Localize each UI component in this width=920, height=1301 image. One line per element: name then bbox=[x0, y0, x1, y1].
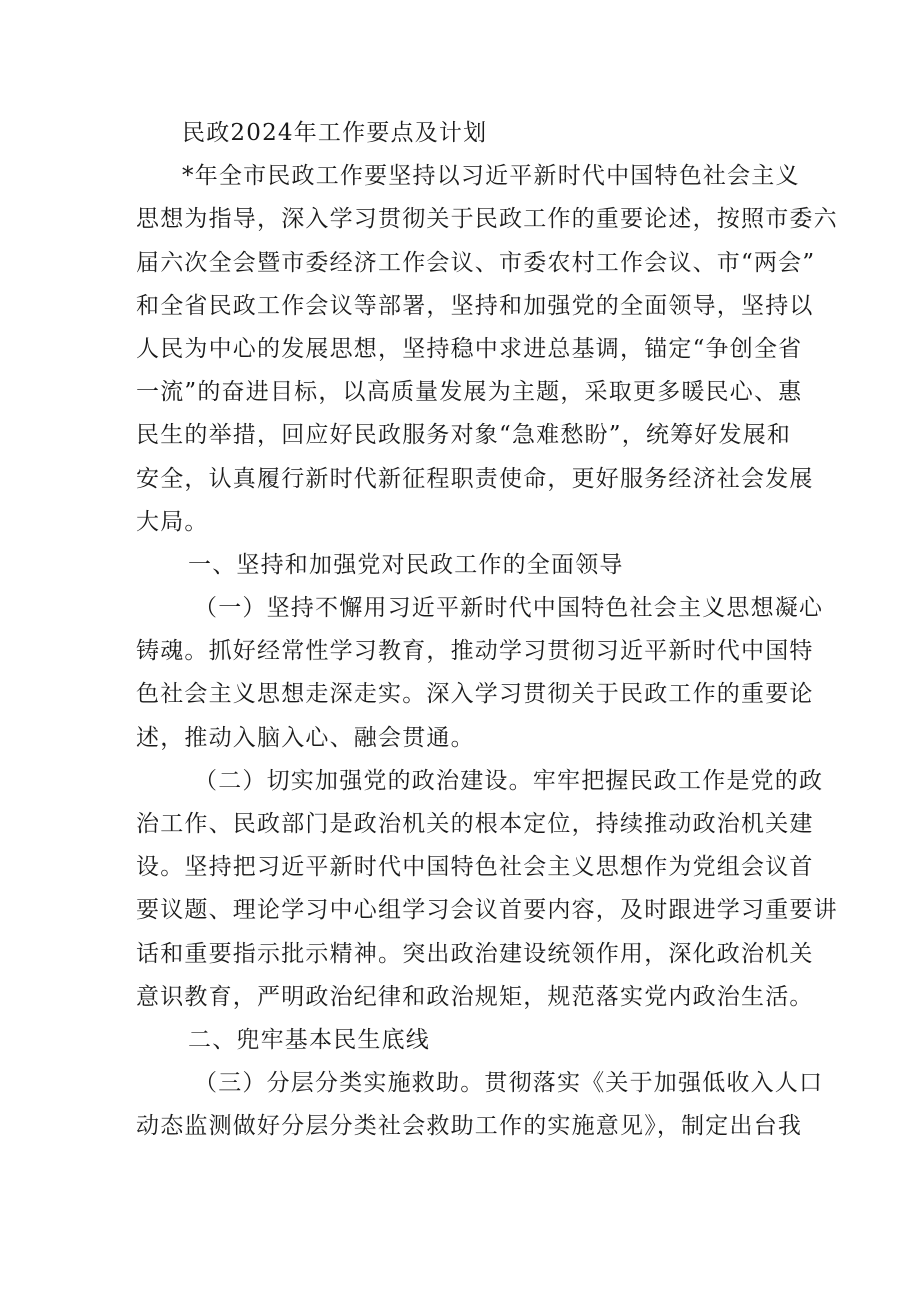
text-line: 和全省民政工作会议等部署，坚持和加强党的全面领导，坚持以 bbox=[136, 292, 814, 319]
document-body bbox=[136, 112, 838, 1149]
section-heading: 一、坚持和加强党对民政工作的全面领导 bbox=[188, 551, 624, 578]
paragraph-lines bbox=[136, 155, 838, 1148]
text-line: （一）坚持不懈用习近平新时代中国特色社会主义思想凝心 bbox=[194, 595, 824, 622]
text-line: 大局。 bbox=[136, 508, 209, 535]
text-line: 话和重要指示批示精神。突出政治建设统领作用，深化政治机关 bbox=[136, 940, 814, 967]
text-line: 人民为中心的发展思想，坚持稳中求进总基调，锚定“争创全省 bbox=[136, 335, 803, 362]
text-line: 动态监测做好分层分类社会救助工作的实施意见》，制定出台我 bbox=[136, 1113, 803, 1140]
text-line: 设。坚持把习近平新时代中国特色社会主义思想作为党组会议首 bbox=[136, 854, 814, 881]
text-line: 一流”的奋进目标，以高质量发展为主题，采取更多暖民心、惠 bbox=[136, 379, 803, 406]
text-line: 思想为指导，深入学习贯彻关于民政工作的重要论述，按照市委六 bbox=[136, 206, 838, 233]
text-line: 治工作、民政部门是政治机关的根本定位，持续推动政治机关建 bbox=[136, 811, 814, 837]
document-title: 民政2024年工作要点及计划 bbox=[182, 120, 488, 146]
text-line: 铸魂。抓好经常性学习教育，推动学习贯彻习近平新时代中国特 bbox=[136, 638, 814, 665]
text-line: （二）切实加强党的政治建设。牢牢把握民政工作是党的政 bbox=[194, 767, 824, 794]
text-line: 届六次全会暨市委经济工作会议、市委农村工作会议、市“两会” bbox=[136, 249, 816, 276]
text-line: 色社会主义思想走深走实。深入学习贯彻关于民政工作的重要论 bbox=[136, 681, 814, 708]
section-heading: 二、兜牢基本民生底线 bbox=[188, 1026, 430, 1053]
text-line: 安全，认真履行新时代新征程职责使命，更好服务经济社会发展 bbox=[136, 465, 814, 492]
text-line: 述，推动入脑入心、融会贯通。 bbox=[136, 724, 475, 751]
text-line: 要议题、理论学习中心组学习会议首要内容，及时跟进学习重要讲 bbox=[136, 897, 838, 924]
text-line: 意识教育，严明政治纪律和政治规矩，规范落实党内政治生活。 bbox=[136, 983, 814, 1010]
text-line: *年全市民政工作要坚持以习近平新时代中国特色社会主义 bbox=[182, 163, 800, 190]
text-line: 民生的举措，回应好民政服务对象“急难愁盼”，统筹好发展和 bbox=[136, 422, 792, 449]
text-line: （三）分层分类实施救助。贯彻落实《关于加强低收入人口 bbox=[194, 1070, 824, 1097]
